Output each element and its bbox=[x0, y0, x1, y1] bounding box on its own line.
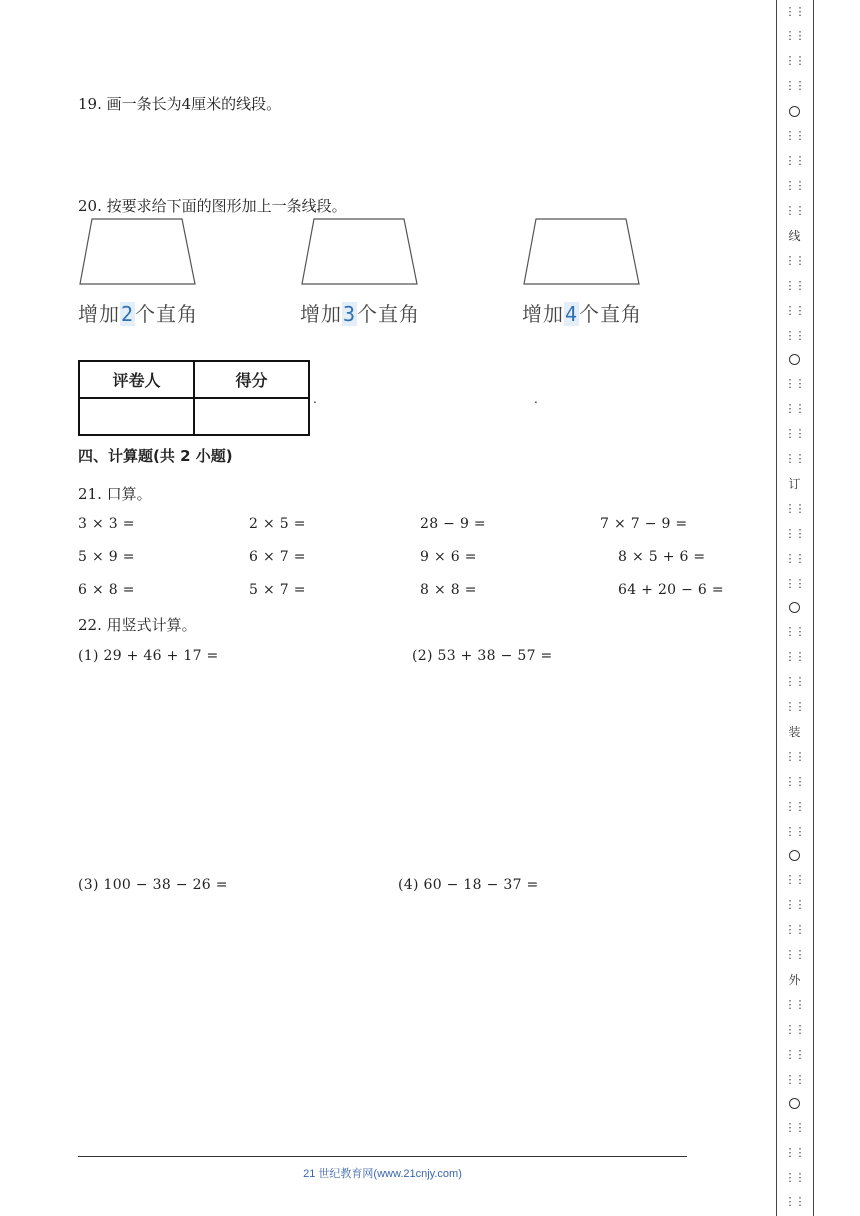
binding-dots: ⋮⋮ bbox=[784, 304, 805, 317]
binding-dots: ⋮⋮ bbox=[784, 29, 805, 42]
score-table bbox=[78, 360, 310, 436]
vertical-calc-2: (2) 53 + 38 − 57 = bbox=[412, 648, 553, 664]
binding-dots: ⋮⋮ bbox=[784, 5, 805, 18]
oral-item: 7 × 7 − 9 = bbox=[600, 516, 688, 532]
oral-item: 2 × 5 = bbox=[249, 516, 306, 532]
binding-dots: ⋮⋮ bbox=[784, 1121, 805, 1134]
binding-circle bbox=[777, 1098, 812, 1109]
binding-dots: ⋮⋮ bbox=[784, 204, 805, 217]
binding-char-bind: 订 bbox=[788, 477, 801, 491]
stray-dot: . bbox=[313, 392, 317, 406]
question-20: 20. 按要求给下面的图形加上一条线段。 bbox=[78, 197, 347, 215]
binding-dots: ⋮⋮ bbox=[784, 898, 805, 911]
binding-circle bbox=[777, 354, 812, 365]
binding-dots: ⋮⋮ bbox=[784, 750, 805, 763]
binding-dots: ⋮⋮ bbox=[784, 1073, 805, 1086]
score-table-header-score: 得分 bbox=[194, 361, 309, 398]
binding-dots: ⋮⋮ bbox=[784, 254, 805, 267]
binding-dots: ⋮⋮ bbox=[784, 1023, 805, 1036]
binding-dots: ⋮⋮ bbox=[784, 154, 805, 167]
section-title: 四、计算题(共 2 小题) bbox=[78, 447, 233, 465]
binding-dots: ⋮⋮ bbox=[784, 675, 805, 688]
vertical-calc-3: (3) 100 − 38 − 26 = bbox=[78, 877, 228, 893]
binding-dots: ⋮⋮ bbox=[784, 775, 805, 788]
binding-dots: ⋮⋮ bbox=[784, 800, 805, 813]
binding-dots: ⋮⋮ bbox=[784, 873, 805, 886]
question-19: 19. 画一条长为4厘米的线段。 bbox=[78, 95, 282, 113]
question-21: 21. 口算。 bbox=[78, 485, 152, 503]
binding-dots: ⋮⋮ bbox=[784, 1171, 805, 1184]
binding-dots: ⋮⋮ bbox=[784, 825, 805, 838]
binding-dots: ⋮⋮ bbox=[784, 625, 805, 638]
oral-item: 6 × 7 = bbox=[249, 549, 306, 565]
binding-circle bbox=[777, 850, 812, 861]
vertical-calc-1: (1) 29 + 46 + 17 = bbox=[78, 648, 219, 664]
oral-item: 28 − 9 = bbox=[420, 516, 486, 532]
footer-rule bbox=[78, 1156, 687, 1157]
oral-item: 64 + 20 − 6 = bbox=[618, 582, 724, 598]
oral-item: 5 × 9 = bbox=[78, 549, 135, 565]
trapezoid-3 bbox=[522, 218, 642, 286]
binding-dots: ⋮⋮ bbox=[784, 329, 805, 342]
oral-item: 5 × 7 = bbox=[249, 582, 306, 598]
binding-dots: ⋮⋮ bbox=[784, 923, 805, 936]
binding-dots: ⋮⋮ bbox=[784, 129, 805, 142]
binding-dots: ⋮⋮ bbox=[784, 1048, 805, 1061]
binding-dots: ⋮⋮ bbox=[784, 79, 805, 92]
score-cell[interactable] bbox=[194, 398, 309, 435]
binding-dots: ⋮⋮ bbox=[784, 377, 805, 390]
oral-item: 6 × 8 = bbox=[78, 582, 135, 598]
stray-dot: . bbox=[534, 392, 538, 406]
question-22: 22. 用竖式计算。 bbox=[78, 616, 197, 634]
binding-margin bbox=[776, 0, 814, 1216]
binding-dots: ⋮⋮ bbox=[784, 577, 805, 590]
binding-dots: ⋮⋮ bbox=[784, 452, 805, 465]
binding-dots: ⋮⋮ bbox=[784, 552, 805, 565]
binding-char-line: 线 bbox=[788, 229, 801, 243]
binding-dots: ⋮⋮ bbox=[784, 502, 805, 515]
binding-char-mount: 装 bbox=[788, 725, 801, 739]
grader-cell[interactable] bbox=[79, 398, 194, 435]
binding-dots: ⋮⋮ bbox=[784, 279, 805, 292]
footer-text: 21 世纪教育网(www.21cnjy.com) bbox=[303, 1168, 462, 1180]
shape-label-1: 增加2个直角 bbox=[78, 302, 199, 326]
binding-circle bbox=[777, 602, 812, 613]
binding-char-outer: 外 bbox=[788, 973, 801, 987]
shape-label-2: 增加3个直角 bbox=[300, 302, 421, 326]
vertical-calc-4: (4) 60 − 18 − 37 = bbox=[398, 877, 539, 893]
binding-dots: ⋮⋮ bbox=[784, 527, 805, 540]
binding-dots: ⋮⋮ bbox=[784, 1146, 805, 1159]
binding-dots: ⋮⋮ bbox=[784, 179, 805, 192]
binding-dots: ⋮⋮ bbox=[784, 1195, 805, 1208]
oral-item: 8 × 5 + 6 = bbox=[618, 549, 706, 565]
oral-item: 8 × 8 = bbox=[420, 582, 477, 598]
binding-dots: ⋮⋮ bbox=[784, 998, 805, 1011]
binding-dots: ⋮⋮ bbox=[784, 402, 805, 415]
score-table-header-grader: 评卷人 bbox=[79, 361, 194, 398]
binding-circle bbox=[777, 106, 812, 117]
trapezoid-2 bbox=[300, 218, 420, 286]
trapezoid-1 bbox=[78, 218, 198, 286]
oral-item: 9 × 6 = bbox=[420, 549, 477, 565]
shape-label-3: 增加4个直角 bbox=[522, 302, 643, 326]
binding-dots: ⋮⋮ bbox=[784, 700, 805, 713]
oral-item: 3 × 3 = bbox=[78, 516, 135, 532]
binding-dots: ⋮⋮ bbox=[784, 948, 805, 961]
binding-dots: ⋮⋮ bbox=[784, 427, 805, 440]
binding-dots: ⋮⋮ bbox=[784, 650, 805, 663]
binding-dots: ⋮⋮ bbox=[784, 54, 805, 67]
